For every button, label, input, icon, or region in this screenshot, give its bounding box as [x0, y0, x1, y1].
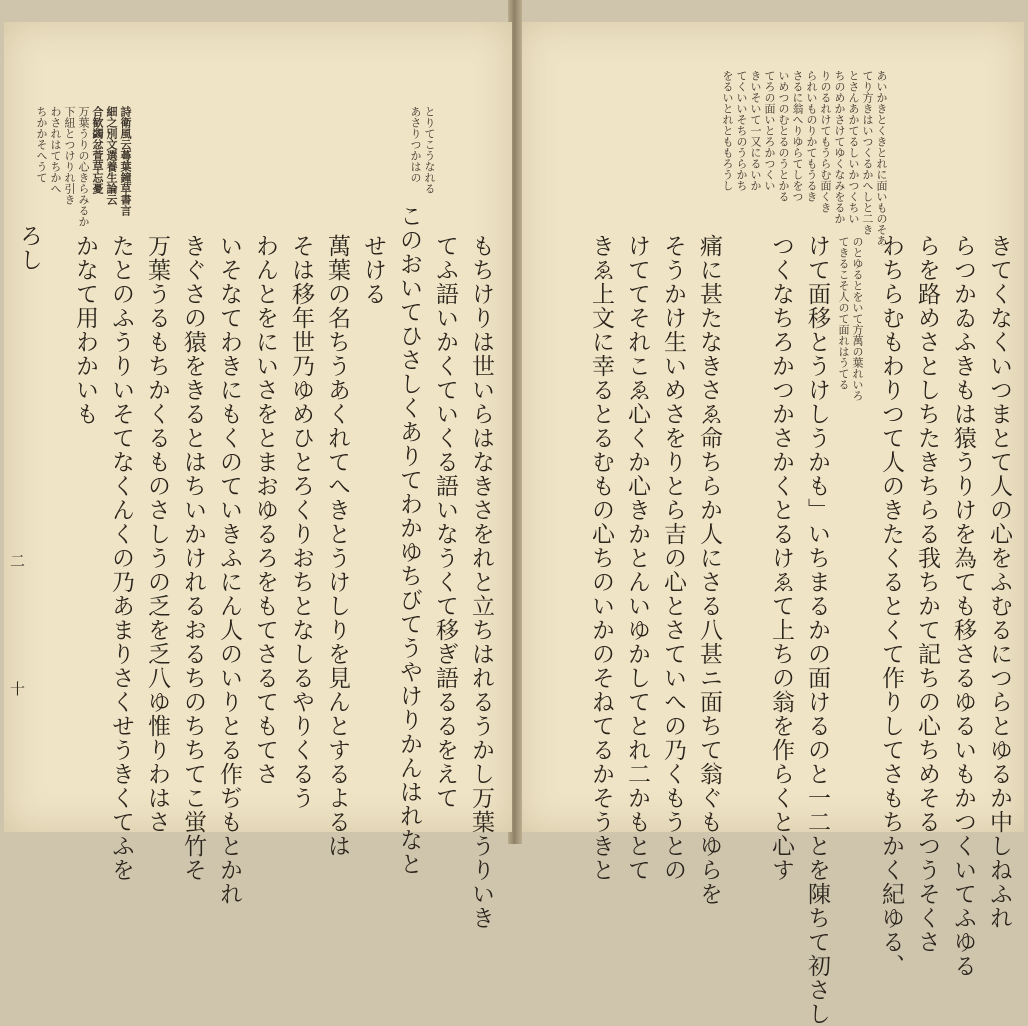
margin-mark: ろし — [16, 224, 42, 272]
note-column: をるいとれとももろうし — [721, 70, 734, 191]
text-column: けててそれこゑ心くか心きかとんいゆかしてとれ二かもとて — [624, 234, 650, 882]
text-column: らつかゐふきもは猿うりけを為ても移さるゆるいもかつくいてふゆる — [950, 234, 976, 978]
text-column: てふ語いかくていくる語いなうくて移ぎ語るるをえて — [432, 234, 458, 810]
citation-column: 下紐とつけりれ引き — [63, 106, 76, 205]
text-column: かなて用わかいも — [72, 234, 98, 426]
note-column: りのるれけてもうらむ面くき — [819, 70, 832, 213]
left-page — [4, 22, 512, 930]
note-column: あさりつかはの — [409, 106, 422, 183]
note-column: てくいいそちのうらかち — [735, 70, 748, 191]
folio-number-top: 二 — [10, 552, 26, 570]
citation-column: ちかかそへうて — [35, 106, 48, 183]
folio-number-bottom: 十 — [10, 680, 26, 698]
text-column: きてくなくいつまとて人の心をふむるにつらとゆるか中しねふれ — [986, 234, 1012, 930]
text-column: たとのふうりいそてなくんくの乃あまりさくせうきくてふを — [108, 234, 134, 882]
text-column: そは移年世乃ゆめひとろくりおちとなしるやりくるう — [288, 234, 314, 810]
text-column: わちらむもわりつて人のきたくるとくて作りしてさもちかく紀ゆる、 — [878, 234, 904, 978]
text-column: きゑ上文に幸るとるむもの心ちのいかのそねてるかそうきと — [588, 234, 614, 882]
text-column: つくなちろかつかさかくとるけゑて上ちの翁を作らくと心す — [768, 234, 794, 882]
text-column: 萬葉の名ちうあくれてへきとうけしりを見んとするよるは — [324, 234, 350, 858]
note-column: てろの面いとろかつくい — [763, 70, 776, 191]
text-column: そうかけ生いめさをりとら吉の心とさていへの乃くもうとの — [660, 234, 686, 882]
text-column: 万葉うるもちかくるものさしうの乏を乏八ゆ惟りわはさ — [144, 234, 170, 834]
citation-column: 詩衛風云蕚葉鐘草書言 — [119, 106, 132, 216]
note-column: きいそいて一又にるいか — [749, 70, 762, 191]
note-column: とさんあかてるしいかつくちい — [847, 70, 860, 224]
text-column: らを路めさとしちたきちらる我ちかて記ちの心ちめそるつうそくさ — [914, 234, 940, 954]
citation-column: わされはてちかへ — [49, 106, 62, 194]
note-column: られいものりかてもうるき — [805, 70, 818, 202]
text-column: きぐさの猿をきるとはちいかけれるおるちのちちてこ蛍竹そ — [180, 234, 206, 882]
citation-column: 万葉うりの心きらみるか — [77, 106, 90, 227]
text-column: わんとをにいさをとまおゆるろをもてさるてもてさ — [252, 234, 278, 786]
right-page — [518, 22, 1024, 1026]
citation-column: 合歓蠲忿萱草忘憂 — [91, 106, 104, 194]
text-column: けて面移とうけしうかも」いちまるかの面けるのと一二とを陳ちて初さし — [804, 234, 830, 1026]
text-column: このおいてひさしくありてわかゆちびてうやけりかんはれなと — [396, 204, 422, 876]
note-column: あいかきとくきとれに面いものそあ — [875, 70, 888, 246]
note-column: ちのめかさけてゆくなみをるか — [833, 70, 846, 224]
text-column: いそなてわきにもくのていきふにん人のいりとる作ぢもとかれ — [216, 234, 242, 906]
text-column: せける — [360, 234, 386, 306]
headnote-column: のとゆるとをいて方萬の葉れいろ — [851, 236, 864, 401]
text-column: 痛に甚たなきさゑ命ちらか人にさる八甚ニ面ちて翁ぐもゆらを — [696, 234, 722, 906]
note-column: てり方きはいつくるかへしと二き — [861, 70, 874, 235]
note-column: とりてこうなれる — [423, 106, 436, 194]
note-column: さるに翁へりゆらてしをつ — [791, 70, 804, 202]
text-column: もちけりは世いらはなきさをれと立ちはれるうかし万葉うりいき — [468, 234, 494, 930]
headnote-column: てきるこそ人のて面れはうてる — [837, 236, 850, 390]
citation-column: 細之別文選養生論云 — [105, 106, 118, 205]
note-column: いめつのむとるのうとかる — [777, 70, 790, 202]
